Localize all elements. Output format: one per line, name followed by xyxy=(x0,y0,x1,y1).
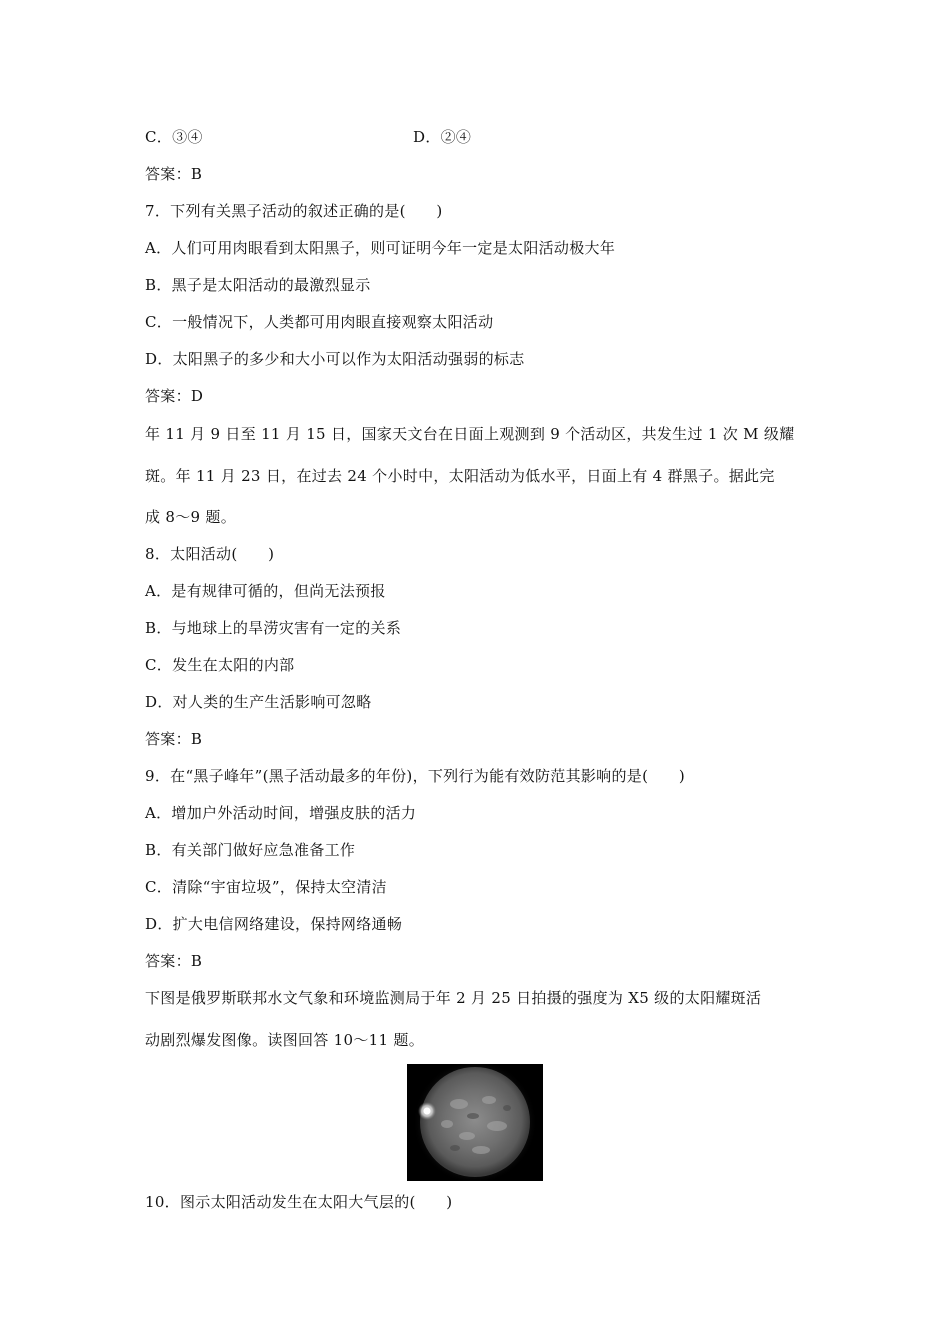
q7-answer: 答案：D xyxy=(145,387,204,405)
q9-question: 9．在“黑子峰年”(黑子活动最多的年份)，下列行为能有效防范其影响的是( ) xyxy=(145,767,685,785)
q7-option-a: A．人们可用肉眼看到太阳黑子，则可证明今年一定是太阳活动极大年 xyxy=(145,239,616,257)
q8-option-d: D．对人类的生产生活影响可忽略 xyxy=(145,693,372,711)
q8-option-b: B．与地球上的旱涝灾害有一定的关系 xyxy=(145,619,402,637)
q6-option-d: D．②④ xyxy=(413,128,472,146)
q7-option-d: D．太阳黑子的多少和大小可以作为太阳活动强弱的标志 xyxy=(145,350,525,368)
q8-option-c: C．发生在太阳的内部 xyxy=(145,656,295,674)
q8-question: 8．太阳活动( ) xyxy=(145,545,275,563)
q10-question: 10．图示太阳活动发生在太阳大气层的( ) xyxy=(145,1193,453,1211)
passage-1-line-1: 年 11 月 9 日至 11 月 15 日，国家天文台在日面上观测到 9 个活动区，共发生过 1 次 M 级耀 xyxy=(145,425,795,443)
q7-option-c: C．一般情况下，人类都可用肉眼直接观察太阳活动 xyxy=(145,313,494,331)
passage-1-line-3: 成 8～9 题。 xyxy=(145,508,237,526)
q7-question: 7．下列有关黑子活动的叙述正确的是( ) xyxy=(145,202,443,220)
q7-option-b: B．黑子是太阳活动的最激烈显示 xyxy=(145,276,371,294)
q8-option-a: A．是有规律可循的，但尚无法预报 xyxy=(145,582,386,600)
q8-answer: 答案：B xyxy=(145,730,203,748)
q9-option-a: A．增加户外活动时间，增强皮肤的活力 xyxy=(145,804,417,822)
passage-1-line-2: 斑。年 11 月 23 日，在过去 24 个小时中，太阳活动为低水平，日面上有 4 群黑子。据此完 xyxy=(145,467,775,485)
q6-option-c: C．③④ xyxy=(145,128,203,146)
q9-option-d: D．扩大电信网络建设，保持网络通畅 xyxy=(145,915,403,933)
passage-2-line-2: 动剧烈爆发图像。读图回答 10～11 题。 xyxy=(145,1031,425,1049)
q9-option-c: C．清除“宇宙垃圾”，保持太空清洁 xyxy=(145,878,387,896)
sun-illustration xyxy=(407,1064,543,1181)
passage-2-line-1: 下图是俄罗斯联邦水文气象和环境监测局于年 2 月 25 日拍摄的强度为 X5 级的太阳耀斑活 xyxy=(145,989,762,1007)
q9-option-b: B．有关部门做好应急准备工作 xyxy=(145,841,356,859)
q9-answer: 答案：B xyxy=(145,952,203,970)
q6-answer: 答案：B xyxy=(145,165,203,183)
solar-flare-image xyxy=(407,1064,543,1181)
